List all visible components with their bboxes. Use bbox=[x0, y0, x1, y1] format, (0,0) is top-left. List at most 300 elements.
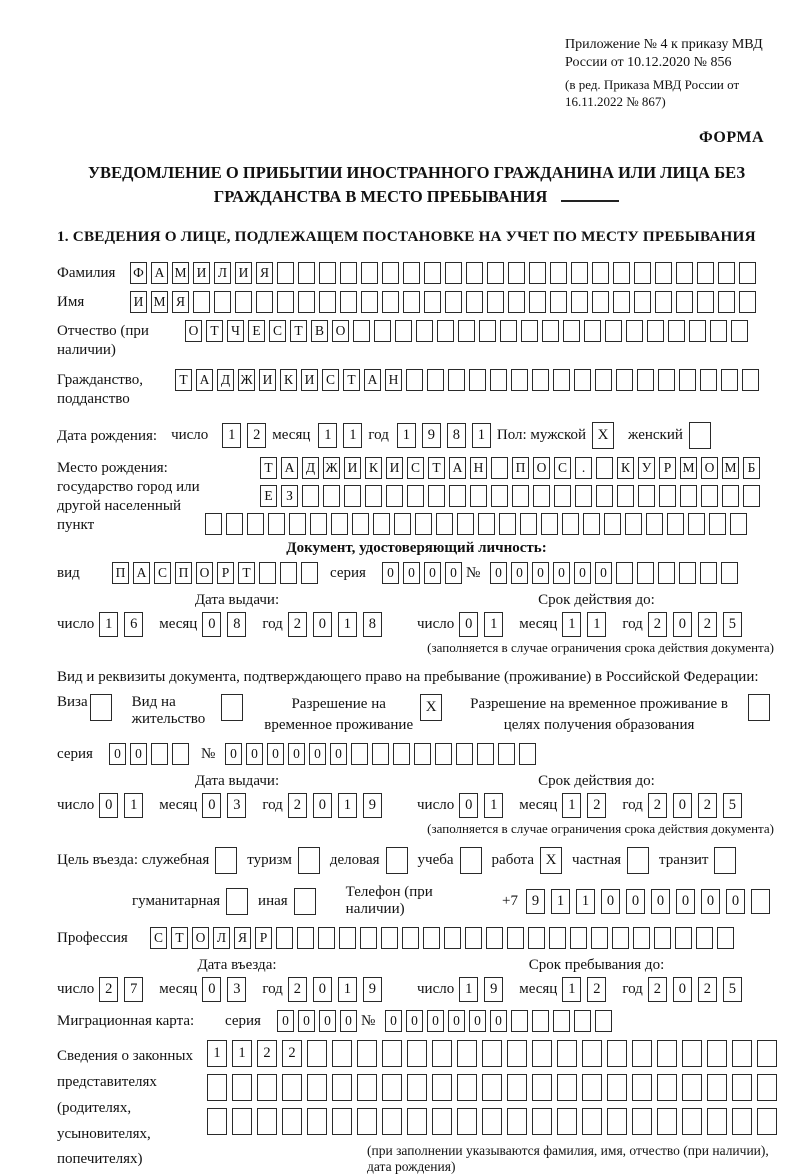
char-cell[interactable] bbox=[382, 1074, 402, 1101]
sex-female-checkbox[interactable] bbox=[689, 422, 711, 449]
char-cell[interactable] bbox=[575, 485, 592, 507]
char-cell[interactable] bbox=[427, 369, 444, 391]
char-cell[interactable] bbox=[340, 262, 357, 284]
char-cell[interactable]: Т bbox=[343, 369, 360, 391]
char-cell[interactable] bbox=[432, 1108, 452, 1135]
temp-residence-checkbox[interactable]: X bbox=[420, 694, 442, 721]
char-cell[interactable] bbox=[532, 1074, 552, 1101]
char-cell[interactable] bbox=[607, 1108, 627, 1135]
char-cell[interactable] bbox=[696, 927, 713, 949]
entry-year-boxes[interactable] bbox=[288, 977, 388, 1002]
char-cell[interactable] bbox=[477, 743, 494, 765]
char-cell[interactable]: 0 bbox=[385, 1010, 402, 1032]
char-cell[interactable] bbox=[634, 291, 651, 313]
char-cell[interactable] bbox=[478, 513, 495, 535]
char-cell[interactable] bbox=[289, 513, 306, 535]
char-cell[interactable]: О bbox=[192, 927, 209, 949]
char-cell[interactable] bbox=[323, 485, 340, 507]
char-cell[interactable] bbox=[512, 485, 529, 507]
char-cell[interactable] bbox=[731, 320, 748, 342]
char-cell[interactable] bbox=[395, 320, 412, 342]
char-cell[interactable]: 9 bbox=[526, 889, 545, 914]
char-cell[interactable] bbox=[676, 262, 693, 284]
char-cell[interactable]: 6 bbox=[124, 612, 143, 637]
char-cell[interactable] bbox=[521, 320, 538, 342]
char-cell[interactable] bbox=[679, 369, 696, 391]
char-cell[interactable]: 2 bbox=[247, 423, 266, 448]
char-cell[interactable] bbox=[232, 1108, 252, 1135]
char-cell[interactable] bbox=[361, 262, 378, 284]
char-cell[interactable]: 0 bbox=[651, 889, 670, 914]
birth-place-boxes-3[interactable] bbox=[205, 513, 751, 535]
char-cell[interactable]: 1 bbox=[338, 793, 357, 818]
char-cell[interactable] bbox=[307, 1108, 327, 1135]
char-cell[interactable] bbox=[607, 1074, 627, 1101]
char-cell[interactable]: Я bbox=[234, 927, 251, 949]
char-cell[interactable]: 0 bbox=[673, 977, 692, 1002]
char-cell[interactable] bbox=[542, 320, 559, 342]
char-cell[interactable] bbox=[360, 927, 377, 949]
char-cell[interactable] bbox=[498, 743, 515, 765]
char-cell[interactable]: 1 bbox=[562, 612, 581, 637]
char-cell[interactable] bbox=[499, 513, 516, 535]
char-cell[interactable] bbox=[742, 369, 759, 391]
char-cell[interactable] bbox=[584, 320, 601, 342]
valid-year-boxes[interactable] bbox=[648, 612, 748, 637]
char-cell[interactable]: 0 bbox=[553, 562, 570, 584]
char-cell[interactable] bbox=[732, 1074, 752, 1101]
char-cell[interactable] bbox=[257, 1074, 277, 1101]
char-cell[interactable]: Т bbox=[428, 457, 445, 479]
char-cell[interactable] bbox=[595, 369, 612, 391]
purpose-official-checkbox[interactable] bbox=[215, 847, 237, 874]
char-cell[interactable]: У bbox=[638, 457, 655, 479]
char-cell[interactable] bbox=[718, 262, 735, 284]
char-cell[interactable] bbox=[259, 562, 276, 584]
char-cell[interactable]: С bbox=[269, 320, 286, 342]
char-cell[interactable] bbox=[407, 1108, 427, 1135]
char-cell[interactable]: 1 bbox=[459, 977, 478, 1002]
char-cell[interactable] bbox=[507, 1074, 527, 1101]
char-cell[interactable] bbox=[319, 262, 336, 284]
char-cell[interactable]: 0 bbox=[427, 1010, 444, 1032]
char-cell[interactable] bbox=[490, 369, 507, 391]
char-cell[interactable]: И bbox=[235, 262, 252, 284]
char-cell[interactable] bbox=[280, 562, 297, 584]
char-cell[interactable] bbox=[582, 1108, 602, 1135]
char-cell[interactable]: И bbox=[193, 262, 210, 284]
char-cell[interactable]: Е bbox=[260, 485, 277, 507]
char-cell[interactable] bbox=[557, 1040, 577, 1067]
char-cell[interactable] bbox=[550, 262, 567, 284]
char-cell[interactable] bbox=[533, 485, 550, 507]
phone-boxes[interactable] bbox=[526, 889, 776, 914]
char-cell[interactable] bbox=[571, 262, 588, 284]
char-cell[interactable] bbox=[657, 1108, 677, 1135]
char-cell[interactable] bbox=[151, 743, 168, 765]
char-cell[interactable] bbox=[172, 743, 189, 765]
char-cell[interactable]: 1 bbox=[562, 793, 581, 818]
char-cell[interactable] bbox=[302, 485, 319, 507]
char-cell[interactable] bbox=[679, 562, 696, 584]
char-cell[interactable] bbox=[403, 262, 420, 284]
char-cell[interactable]: 0 bbox=[298, 1010, 315, 1032]
char-cell[interactable]: Я bbox=[172, 291, 189, 313]
char-cell[interactable] bbox=[689, 320, 706, 342]
char-cell[interactable] bbox=[549, 927, 566, 949]
char-cell[interactable] bbox=[507, 1040, 527, 1067]
char-cell[interactable] bbox=[532, 1108, 552, 1135]
char-cell[interactable] bbox=[707, 1108, 727, 1135]
char-cell[interactable] bbox=[616, 562, 633, 584]
char-cell[interactable]: С bbox=[554, 457, 571, 479]
char-cell[interactable] bbox=[393, 743, 410, 765]
char-cell[interactable]: 0 bbox=[490, 1010, 507, 1032]
char-cell[interactable]: И bbox=[344, 457, 361, 479]
char-cell[interactable]: 0 bbox=[202, 977, 221, 1002]
char-cell[interactable]: О bbox=[332, 320, 349, 342]
char-cell[interactable]: 0 bbox=[267, 743, 284, 765]
char-cell[interactable]: В bbox=[311, 320, 328, 342]
char-cell[interactable]: Р bbox=[217, 562, 234, 584]
valid-day-boxes[interactable] bbox=[459, 612, 509, 637]
char-cell[interactable] bbox=[688, 513, 705, 535]
char-cell[interactable]: 1 bbox=[318, 423, 337, 448]
entry-month-boxes[interactable] bbox=[202, 977, 252, 1002]
doc-series-boxes[interactable] bbox=[382, 562, 466, 584]
char-cell[interactable] bbox=[659, 485, 676, 507]
purpose-work-checkbox[interactable]: X bbox=[540, 847, 562, 874]
char-cell[interactable]: 0 bbox=[424, 562, 441, 584]
char-cell[interactable]: 7 bbox=[124, 977, 143, 1002]
char-cell[interactable] bbox=[508, 262, 525, 284]
char-cell[interactable] bbox=[721, 369, 738, 391]
char-cell[interactable] bbox=[500, 320, 517, 342]
char-cell[interactable] bbox=[456, 743, 473, 765]
stay-doc-number-boxes[interactable] bbox=[225, 743, 540, 765]
char-cell[interactable]: 5 bbox=[723, 977, 742, 1002]
char-cell[interactable] bbox=[658, 562, 675, 584]
char-cell[interactable]: 0 bbox=[459, 612, 478, 637]
char-cell[interactable]: 0 bbox=[448, 1010, 465, 1032]
birth-place-boxes-2[interactable] bbox=[260, 485, 764, 507]
char-cell[interactable]: 0 bbox=[403, 562, 420, 584]
char-cell[interactable]: 2 bbox=[587, 977, 606, 1002]
char-cell[interactable] bbox=[445, 262, 462, 284]
char-cell[interactable]: 1 bbox=[484, 612, 503, 637]
stay-valid-day-boxes[interactable] bbox=[459, 793, 509, 818]
char-cell[interactable]: 2 bbox=[698, 612, 717, 637]
char-cell[interactable] bbox=[730, 513, 747, 535]
char-cell[interactable] bbox=[637, 562, 654, 584]
char-cell[interactable] bbox=[553, 1010, 570, 1032]
char-cell[interactable] bbox=[331, 513, 348, 535]
char-cell[interactable]: К bbox=[365, 457, 382, 479]
residence-permit-checkbox[interactable] bbox=[221, 694, 243, 721]
char-cell[interactable] bbox=[718, 291, 735, 313]
char-cell[interactable] bbox=[638, 485, 655, 507]
char-cell[interactable]: М bbox=[172, 262, 189, 284]
char-cell[interactable] bbox=[381, 927, 398, 949]
issue-year-boxes[interactable] bbox=[288, 612, 388, 637]
char-cell[interactable] bbox=[486, 927, 503, 949]
char-cell[interactable] bbox=[617, 485, 634, 507]
char-cell[interactable] bbox=[647, 320, 664, 342]
char-cell[interactable]: А bbox=[196, 369, 213, 391]
char-cell[interactable]: 0 bbox=[313, 977, 332, 1002]
char-cell[interactable]: Л bbox=[213, 927, 230, 949]
char-cell[interactable] bbox=[332, 1074, 352, 1101]
char-cell[interactable] bbox=[682, 1074, 702, 1101]
char-cell[interactable] bbox=[529, 291, 546, 313]
char-cell[interactable] bbox=[553, 369, 570, 391]
representatives-boxes-2[interactable] bbox=[207, 1074, 782, 1101]
char-cell[interactable] bbox=[466, 262, 483, 284]
stay-issue-day-boxes[interactable] bbox=[99, 793, 149, 818]
char-cell[interactable] bbox=[682, 1108, 702, 1135]
char-cell[interactable] bbox=[207, 1108, 227, 1135]
char-cell[interactable]: 1 bbox=[562, 977, 581, 1002]
char-cell[interactable]: 2 bbox=[288, 793, 307, 818]
char-cell[interactable] bbox=[682, 1040, 702, 1067]
char-cell[interactable] bbox=[668, 320, 685, 342]
char-cell[interactable] bbox=[373, 513, 390, 535]
char-cell[interactable]: 1 bbox=[338, 612, 357, 637]
char-cell[interactable] bbox=[424, 262, 441, 284]
char-cell[interactable]: 2 bbox=[282, 1040, 302, 1067]
char-cell[interactable] bbox=[344, 485, 361, 507]
char-cell[interactable] bbox=[435, 743, 452, 765]
char-cell[interactable] bbox=[458, 320, 475, 342]
char-cell[interactable] bbox=[479, 320, 496, 342]
char-cell[interactable] bbox=[235, 291, 252, 313]
char-cell[interactable] bbox=[508, 291, 525, 313]
char-cell[interactable] bbox=[511, 369, 528, 391]
char-cell[interactable] bbox=[257, 1108, 277, 1135]
char-cell[interactable]: 1 bbox=[397, 423, 416, 448]
char-cell[interactable]: 9 bbox=[484, 977, 503, 1002]
name-boxes[interactable] bbox=[130, 291, 760, 313]
char-cell[interactable] bbox=[616, 369, 633, 391]
char-cell[interactable]: П bbox=[175, 562, 192, 584]
char-cell[interactable] bbox=[717, 927, 734, 949]
entry-day-boxes[interactable] bbox=[99, 977, 149, 1002]
char-cell[interactable]: 0 bbox=[406, 1010, 423, 1032]
stay-valid-year-boxes[interactable] bbox=[648, 793, 748, 818]
char-cell[interactable]: Л bbox=[214, 262, 231, 284]
char-cell[interactable]: 0 bbox=[726, 889, 745, 914]
char-cell[interactable]: 0 bbox=[340, 1010, 357, 1032]
char-cell[interactable] bbox=[757, 1108, 777, 1135]
char-cell[interactable]: Т bbox=[238, 562, 255, 584]
char-cell[interactable] bbox=[751, 889, 770, 914]
char-cell[interactable]: Я bbox=[256, 262, 273, 284]
char-cell[interactable] bbox=[541, 513, 558, 535]
char-cell[interactable] bbox=[634, 262, 651, 284]
issue-day-boxes[interactable] bbox=[99, 612, 149, 637]
char-cell[interactable]: 0 bbox=[99, 793, 118, 818]
citizenship-boxes[interactable] bbox=[175, 369, 763, 391]
char-cell[interactable] bbox=[743, 485, 760, 507]
char-cell[interactable]: Т bbox=[260, 457, 277, 479]
char-cell[interactable] bbox=[658, 369, 675, 391]
char-cell[interactable] bbox=[415, 513, 432, 535]
char-cell[interactable]: 0 bbox=[673, 793, 692, 818]
char-cell[interactable]: Н bbox=[470, 457, 487, 479]
profession-boxes[interactable] bbox=[150, 927, 738, 949]
stay-year-boxes[interactable] bbox=[648, 977, 748, 1002]
char-cell[interactable]: 0 bbox=[313, 612, 332, 637]
char-cell[interactable] bbox=[226, 513, 243, 535]
char-cell[interactable] bbox=[307, 1040, 327, 1067]
char-cell[interactable]: 1 bbox=[207, 1040, 227, 1067]
char-cell[interactable]: Б bbox=[743, 457, 760, 479]
char-cell[interactable] bbox=[507, 1108, 527, 1135]
char-cell[interactable] bbox=[382, 262, 399, 284]
char-cell[interactable] bbox=[701, 485, 718, 507]
char-cell[interactable] bbox=[457, 1040, 477, 1067]
char-cell[interactable] bbox=[657, 1074, 677, 1101]
doc-number-boxes[interactable] bbox=[490, 562, 742, 584]
char-cell[interactable] bbox=[562, 513, 579, 535]
char-cell[interactable]: 2 bbox=[257, 1040, 277, 1067]
char-cell[interactable] bbox=[633, 927, 650, 949]
char-cell[interactable]: Д bbox=[302, 457, 319, 479]
char-cell[interactable]: Д bbox=[217, 369, 234, 391]
char-cell[interactable] bbox=[604, 513, 621, 535]
char-cell[interactable] bbox=[582, 1040, 602, 1067]
char-cell[interactable] bbox=[697, 291, 714, 313]
char-cell[interactable] bbox=[482, 1108, 502, 1135]
char-cell[interactable] bbox=[276, 927, 293, 949]
char-cell[interactable] bbox=[487, 291, 504, 313]
char-cell[interactable] bbox=[550, 291, 567, 313]
char-cell[interactable] bbox=[507, 927, 524, 949]
purpose-study-checkbox[interactable] bbox=[460, 847, 482, 874]
char-cell[interactable] bbox=[310, 513, 327, 535]
char-cell[interactable]: С bbox=[407, 457, 424, 479]
char-cell[interactable] bbox=[449, 485, 466, 507]
char-cell[interactable]: Р bbox=[659, 457, 676, 479]
char-cell[interactable] bbox=[361, 291, 378, 313]
char-cell[interactable] bbox=[520, 513, 537, 535]
char-cell[interactable]: 2 bbox=[288, 977, 307, 1002]
char-cell[interactable] bbox=[357, 1074, 377, 1101]
char-cell[interactable] bbox=[394, 513, 411, 535]
char-cell[interactable] bbox=[416, 320, 433, 342]
char-cell[interactable] bbox=[613, 262, 630, 284]
char-cell[interactable] bbox=[448, 369, 465, 391]
purpose-private-checkbox[interactable] bbox=[627, 847, 649, 874]
char-cell[interactable] bbox=[491, 485, 508, 507]
migration-number-boxes[interactable] bbox=[385, 1010, 616, 1032]
char-cell[interactable] bbox=[352, 513, 369, 535]
char-cell[interactable] bbox=[277, 262, 294, 284]
char-cell[interactable] bbox=[732, 1108, 752, 1135]
char-cell[interactable] bbox=[365, 485, 382, 507]
char-cell[interactable]: 0 bbox=[595, 562, 612, 584]
char-cell[interactable] bbox=[557, 1074, 577, 1101]
char-cell[interactable]: А bbox=[449, 457, 466, 479]
char-cell[interactable]: 5 bbox=[723, 612, 742, 637]
char-cell[interactable]: О bbox=[701, 457, 718, 479]
issue-month-boxes[interactable] bbox=[202, 612, 252, 637]
char-cell[interactable] bbox=[457, 513, 474, 535]
char-cell[interactable]: 0 bbox=[246, 743, 263, 765]
char-cell[interactable]: С bbox=[154, 562, 171, 584]
char-cell[interactable] bbox=[605, 320, 622, 342]
stay-issue-year-boxes[interactable] bbox=[288, 793, 388, 818]
char-cell[interactable] bbox=[423, 927, 440, 949]
char-cell[interactable] bbox=[596, 485, 613, 507]
purpose-business-checkbox[interactable] bbox=[386, 847, 408, 874]
char-cell[interactable] bbox=[445, 291, 462, 313]
char-cell[interactable] bbox=[437, 320, 454, 342]
char-cell[interactable] bbox=[457, 1108, 477, 1135]
char-cell[interactable]: 9 bbox=[363, 793, 382, 818]
char-cell[interactable] bbox=[613, 291, 630, 313]
char-cell[interactable] bbox=[457, 1074, 477, 1101]
char-cell[interactable]: П bbox=[512, 457, 529, 479]
char-cell[interactable] bbox=[482, 1074, 502, 1101]
char-cell[interactable] bbox=[487, 262, 504, 284]
migration-series-boxes[interactable] bbox=[277, 1010, 361, 1032]
char-cell[interactable] bbox=[297, 927, 314, 949]
char-cell[interactable] bbox=[432, 1074, 452, 1101]
char-cell[interactable] bbox=[298, 262, 315, 284]
char-cell[interactable] bbox=[519, 743, 536, 765]
representatives-boxes-1[interactable] bbox=[207, 1040, 782, 1067]
char-cell[interactable]: Т bbox=[175, 369, 192, 391]
char-cell[interactable] bbox=[465, 927, 482, 949]
char-cell[interactable] bbox=[482, 1040, 502, 1067]
representatives-boxes-3[interactable] bbox=[207, 1108, 782, 1135]
char-cell[interactable]: 2 bbox=[648, 612, 667, 637]
char-cell[interactable]: 0 bbox=[673, 612, 692, 637]
char-cell[interactable] bbox=[709, 513, 726, 535]
char-cell[interactable] bbox=[332, 1108, 352, 1135]
char-cell[interactable] bbox=[757, 1074, 777, 1101]
char-cell[interactable]: З bbox=[281, 485, 298, 507]
char-cell[interactable]: М bbox=[151, 291, 168, 313]
char-cell[interactable] bbox=[570, 927, 587, 949]
char-cell[interactable] bbox=[676, 291, 693, 313]
char-cell[interactable]: 2 bbox=[587, 793, 606, 818]
char-cell[interactable]: К bbox=[617, 457, 634, 479]
char-cell[interactable] bbox=[595, 1010, 612, 1032]
char-cell[interactable]: Ж bbox=[323, 457, 340, 479]
char-cell[interactable]: О bbox=[533, 457, 550, 479]
char-cell[interactable] bbox=[592, 262, 609, 284]
char-cell[interactable] bbox=[574, 1010, 591, 1032]
char-cell[interactable] bbox=[739, 291, 756, 313]
char-cell[interactable]: 1 bbox=[343, 423, 362, 448]
char-cell[interactable] bbox=[491, 457, 508, 479]
char-cell[interactable] bbox=[591, 927, 608, 949]
char-cell[interactable] bbox=[432, 1040, 452, 1067]
char-cell[interactable] bbox=[386, 485, 403, 507]
char-cell[interactable] bbox=[655, 262, 672, 284]
char-cell[interactable]: 1 bbox=[232, 1040, 252, 1067]
char-cell[interactable] bbox=[700, 562, 717, 584]
char-cell[interactable]: 5 bbox=[723, 793, 742, 818]
char-cell[interactable] bbox=[583, 513, 600, 535]
char-cell[interactable]: 1 bbox=[484, 793, 503, 818]
char-cell[interactable] bbox=[654, 927, 671, 949]
char-cell[interactable] bbox=[732, 1040, 752, 1067]
purpose-tourism-checkbox[interactable] bbox=[298, 847, 320, 874]
char-cell[interactable]: 1 bbox=[99, 612, 118, 637]
